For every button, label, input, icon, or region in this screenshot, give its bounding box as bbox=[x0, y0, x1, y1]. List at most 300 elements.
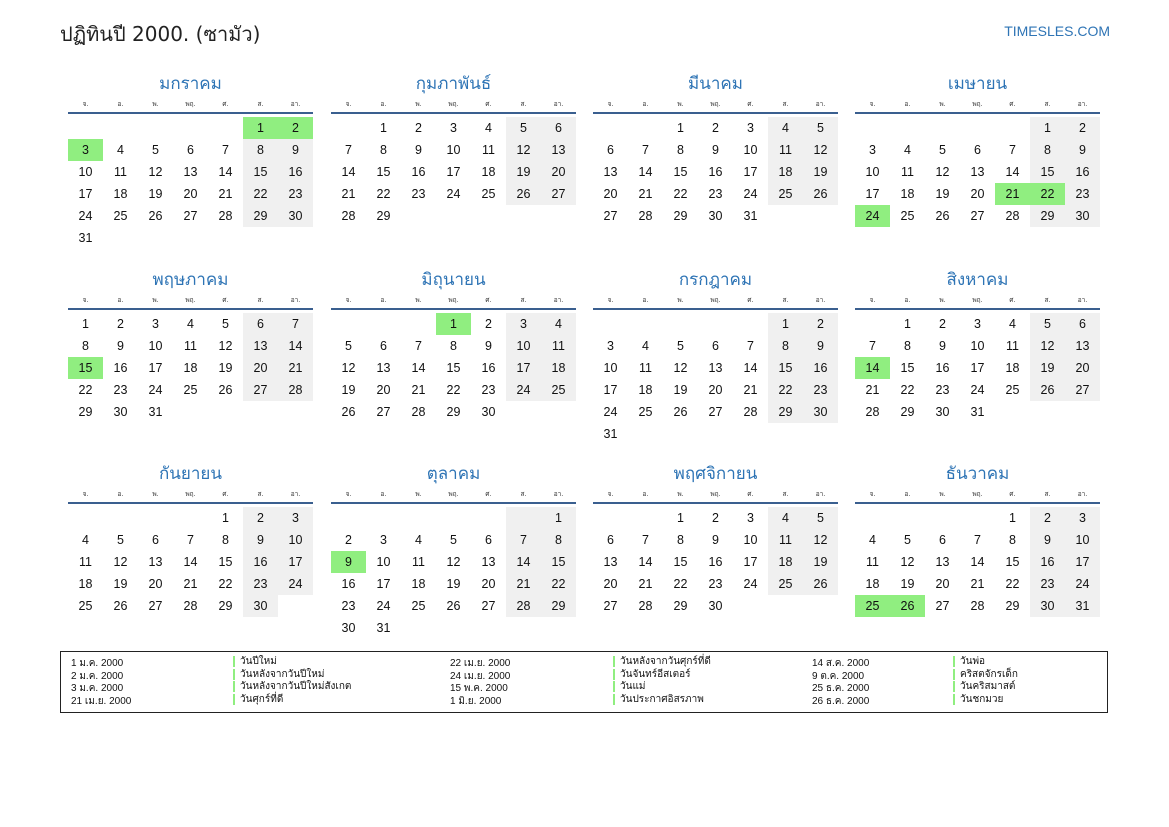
weekday-label: ศ. bbox=[1009, 490, 1016, 498]
legend-date: 1 มิ.ย. 2000 bbox=[450, 695, 502, 707]
weekday-label: อา. bbox=[815, 490, 826, 498]
day-cell: 23 bbox=[341, 599, 356, 613]
day-cell: 20 bbox=[935, 577, 950, 591]
day-cell: 30 bbox=[341, 621, 356, 635]
day-cell: 31 bbox=[78, 231, 93, 245]
day-cell: 6 bbox=[974, 143, 981, 157]
day-cell: 22 bbox=[673, 577, 688, 591]
weekday-label: อ. bbox=[642, 100, 649, 108]
empty-day-cell bbox=[733, 595, 768, 617]
empty-day-cell bbox=[803, 595, 838, 617]
day-cell: 18 bbox=[900, 187, 915, 201]
day-cell: 12 bbox=[803, 529, 838, 551]
empty-day-cell bbox=[208, 227, 243, 249]
weekday-label: พฤ. bbox=[448, 490, 459, 498]
week-row bbox=[68, 205, 313, 227]
day-cell: 14 bbox=[341, 165, 356, 179]
weekday-label: อา. bbox=[290, 490, 301, 498]
day-cell: 26 bbox=[1030, 379, 1065, 401]
day-cell: 21 bbox=[970, 577, 985, 591]
day-cell: 8 bbox=[243, 139, 278, 161]
day-cell: 18 bbox=[481, 165, 496, 179]
month-title: พฤษภาคม bbox=[152, 270, 229, 290]
week-row bbox=[593, 423, 838, 445]
day-cell: 16 bbox=[113, 361, 128, 375]
weekday-label: จ. bbox=[869, 490, 876, 498]
day-cell: 20 bbox=[970, 187, 985, 201]
month-calendar bbox=[855, 460, 1100, 617]
weekday-label: ส. bbox=[520, 490, 527, 498]
day-cell: 6 bbox=[380, 339, 387, 353]
day-cell: 13 bbox=[970, 165, 985, 179]
month-title: ตุลาคม bbox=[426, 464, 481, 484]
empty-day-cell bbox=[925, 507, 960, 529]
day-cell: 15 bbox=[541, 551, 576, 573]
week-row bbox=[593, 357, 838, 379]
day-cell: 28 bbox=[218, 209, 233, 223]
day-cell: 18 bbox=[638, 383, 653, 397]
week-row bbox=[68, 529, 313, 551]
weekday-label: อา. bbox=[290, 100, 301, 108]
day-cell: 27 bbox=[1065, 379, 1100, 401]
legend-holiday-name: วันคริสมาสต์ bbox=[953, 681, 1015, 692]
legend-date: 2 ม.ค. 2000 bbox=[71, 670, 124, 682]
day-cell: 18 bbox=[768, 161, 803, 183]
day-cell: 3 bbox=[380, 533, 387, 547]
day-cell: 3 bbox=[1065, 507, 1100, 529]
weekday-label: อ. bbox=[642, 296, 649, 304]
day-cell: 27 bbox=[708, 405, 723, 419]
empty-day-cell bbox=[593, 507, 628, 529]
day-cell: 1 bbox=[82, 317, 89, 331]
day-cell: 15 bbox=[1005, 555, 1020, 569]
day-cell: 19 bbox=[446, 577, 461, 591]
day-cell: 17 bbox=[278, 551, 313, 573]
empty-day-cell bbox=[208, 117, 243, 139]
day-cell: 26 bbox=[803, 183, 838, 205]
week-row bbox=[331, 507, 576, 529]
day-cell: 25 bbox=[855, 595, 890, 617]
weekday-label: พฤ. bbox=[185, 490, 196, 498]
day-cell: 12 bbox=[218, 339, 233, 353]
empty-day-cell bbox=[628, 507, 663, 529]
legend-holiday-name: วันหลังจากวันศุกร์ที่ดี bbox=[613, 656, 711, 667]
weekday-label: ส. bbox=[257, 490, 264, 498]
weekday-label: อา. bbox=[553, 490, 564, 498]
empty-day-cell bbox=[471, 617, 506, 639]
day-cell: 10 bbox=[78, 165, 93, 179]
day-cell: 14 bbox=[183, 555, 198, 569]
day-cell: 17 bbox=[148, 361, 163, 375]
empty-day-cell bbox=[103, 227, 138, 249]
empty-day-cell bbox=[768, 423, 803, 445]
day-cell: 1 bbox=[904, 317, 911, 331]
day-cell: 29 bbox=[376, 209, 391, 223]
week-row bbox=[593, 573, 838, 595]
day-cell: 23 bbox=[708, 187, 723, 201]
day-cell: 30 bbox=[481, 405, 496, 419]
day-cell: 5 bbox=[677, 339, 684, 353]
page-title: ปฏิทินปี 2000. (ซามัว) bbox=[60, 22, 261, 46]
week-row bbox=[593, 161, 838, 183]
day-cell: 4 bbox=[187, 317, 194, 331]
day-cell: 12 bbox=[113, 555, 128, 569]
empty-day-cell bbox=[960, 117, 995, 139]
day-cell: 16 bbox=[1030, 551, 1065, 573]
day-cell: 17 bbox=[970, 361, 985, 375]
weekday-label: อ. bbox=[117, 296, 124, 304]
month-calendar bbox=[331, 70, 576, 227]
empty-day-cell bbox=[208, 401, 243, 423]
empty-day-cell bbox=[173, 227, 208, 249]
weekday-label: ส. bbox=[520, 100, 527, 108]
empty-day-cell bbox=[960, 507, 995, 529]
day-cell: 13 bbox=[603, 165, 618, 179]
day-cell: 28 bbox=[865, 405, 880, 419]
day-cell: 3 bbox=[506, 313, 541, 335]
day-cell: 7 bbox=[187, 533, 194, 547]
day-cell: 21 bbox=[995, 183, 1030, 205]
day-cell: 21 bbox=[506, 573, 541, 595]
day-cell: 1 bbox=[436, 313, 471, 335]
day-cell: 19 bbox=[900, 577, 915, 591]
day-cell: 14 bbox=[743, 361, 758, 375]
day-cell: 6 bbox=[243, 313, 278, 335]
empty-day-cell bbox=[366, 313, 401, 335]
day-cell: 11 bbox=[866, 555, 879, 569]
empty-day-cell bbox=[278, 227, 313, 249]
day-cell: 22 bbox=[376, 187, 391, 201]
day-cell: 10 bbox=[743, 533, 758, 547]
day-cell: 10 bbox=[743, 143, 758, 157]
empty-day-cell bbox=[138, 117, 173, 139]
week-row bbox=[855, 205, 1100, 227]
day-cell: 25 bbox=[78, 599, 93, 613]
day-cell: 30 bbox=[278, 205, 313, 227]
empty-day-cell bbox=[593, 313, 628, 335]
day-cell: 17 bbox=[506, 357, 541, 379]
day-cell: 12 bbox=[506, 139, 541, 161]
legend-holiday-name: วันชกมวย bbox=[953, 694, 1003, 705]
day-cell: 7 bbox=[747, 339, 754, 353]
day-cell: 24 bbox=[855, 205, 890, 227]
day-cell: 13 bbox=[376, 361, 391, 375]
weekday-label: พฤ. bbox=[710, 490, 721, 498]
weekday-header bbox=[331, 98, 576, 114]
day-cell: 5 bbox=[117, 533, 124, 547]
day-cell: 25 bbox=[183, 383, 198, 397]
day-cell: 29 bbox=[768, 401, 803, 423]
day-cell: 7 bbox=[506, 529, 541, 551]
day-cell: 26 bbox=[446, 599, 461, 613]
weekday-label: อ. bbox=[904, 100, 911, 108]
week-row bbox=[855, 183, 1100, 205]
day-cell: 9 bbox=[1030, 529, 1065, 551]
week-row bbox=[331, 313, 576, 335]
weekday-header bbox=[593, 98, 838, 114]
day-cell: 9 bbox=[415, 143, 422, 157]
empty-day-cell bbox=[278, 401, 313, 423]
day-cell: 29 bbox=[243, 205, 278, 227]
day-cell: 9 bbox=[278, 139, 313, 161]
day-cell: 30 bbox=[708, 599, 723, 613]
week-row bbox=[593, 401, 838, 423]
day-cell: 21 bbox=[743, 383, 758, 397]
week-row bbox=[331, 551, 576, 573]
day-cell: 2 bbox=[712, 511, 719, 525]
month-calendar bbox=[593, 460, 838, 617]
day-cell: 20 bbox=[243, 357, 278, 379]
day-cell: 7 bbox=[1009, 143, 1016, 157]
day-cell: 9 bbox=[331, 551, 366, 573]
weekday-label: พ. bbox=[415, 100, 422, 108]
week-row bbox=[68, 335, 313, 357]
weekday-header bbox=[331, 488, 576, 504]
day-cell: 13 bbox=[183, 165, 198, 179]
day-cell: 15 bbox=[218, 555, 233, 569]
empty-day-cell bbox=[628, 423, 663, 445]
weekday-label: อา. bbox=[553, 296, 564, 304]
weekday-label: อ. bbox=[380, 490, 387, 498]
empty-day-cell bbox=[436, 507, 471, 529]
day-cell: 23 bbox=[708, 577, 723, 591]
day-cell: 8 bbox=[82, 339, 89, 353]
legend-holiday-name: คริสตจักรเด็ก bbox=[953, 669, 1018, 680]
day-cell: 22 bbox=[900, 383, 915, 397]
day-cell: 22 bbox=[218, 577, 233, 591]
day-cell: 16 bbox=[803, 357, 838, 379]
week-row bbox=[68, 183, 313, 205]
day-cell: 6 bbox=[485, 533, 492, 547]
day-cell: 22 bbox=[673, 187, 688, 201]
day-cell: 27 bbox=[376, 405, 391, 419]
day-cell: 27 bbox=[183, 209, 198, 223]
day-cell: 5 bbox=[506, 117, 541, 139]
day-cell: 24 bbox=[148, 383, 163, 397]
site-link[interactable]: TIMESLES.COM bbox=[1004, 23, 1110, 39]
day-cell: 20 bbox=[541, 161, 576, 183]
day-cell: 13 bbox=[708, 361, 723, 375]
day-cell: 28 bbox=[743, 405, 758, 419]
day-cell: 7 bbox=[278, 313, 313, 335]
legend-holiday-name: วันจันทร์อีสเตอร์ bbox=[613, 669, 691, 680]
empty-day-cell bbox=[471, 507, 506, 529]
weekday-label: จ. bbox=[345, 296, 352, 304]
empty-day-cell bbox=[401, 205, 436, 227]
day-cell: 31 bbox=[603, 427, 618, 441]
day-cell: 19 bbox=[803, 161, 838, 183]
day-cell: 3 bbox=[747, 511, 754, 525]
empty-day-cell bbox=[541, 617, 576, 639]
day-cell: 9 bbox=[803, 335, 838, 357]
day-cell: 23 bbox=[243, 573, 278, 595]
empty-day-cell bbox=[243, 227, 278, 249]
weekday-label: จ. bbox=[82, 296, 89, 304]
day-cell: 6 bbox=[1065, 313, 1100, 335]
legend-date: 15 พ.ค. 2000 bbox=[450, 683, 508, 694]
day-cell: 1 bbox=[380, 121, 387, 135]
day-cell: 29 bbox=[541, 595, 576, 617]
day-cell: 17 bbox=[376, 577, 391, 591]
day-cell: 13 bbox=[1065, 335, 1100, 357]
day-cell: 16 bbox=[935, 361, 950, 375]
day-cell: 11 bbox=[184, 339, 197, 353]
day-cell: 3 bbox=[747, 121, 754, 135]
day-cell: 13 bbox=[935, 555, 950, 569]
day-cell: 13 bbox=[481, 555, 496, 569]
weekday-label: อา. bbox=[815, 296, 826, 304]
day-cell: 22 bbox=[1005, 577, 1020, 591]
day-cell: 29 bbox=[1030, 205, 1065, 227]
weekday-label: พฤ. bbox=[710, 296, 721, 304]
day-cell: 19 bbox=[148, 187, 163, 201]
week-row bbox=[593, 335, 838, 357]
month-calendar bbox=[855, 266, 1100, 423]
weekday-header bbox=[331, 294, 576, 310]
day-cell: 18 bbox=[541, 357, 576, 379]
day-cell: 28 bbox=[341, 209, 356, 223]
day-cell: 22 bbox=[541, 573, 576, 595]
day-cell: 2 bbox=[712, 121, 719, 135]
weekday-label: ศ. bbox=[485, 490, 492, 498]
empty-day-cell bbox=[278, 595, 313, 617]
weekday-header bbox=[855, 488, 1100, 504]
day-cell: 2 bbox=[939, 317, 946, 331]
legend-date: 9 ต.ค. 2000 bbox=[812, 670, 865, 682]
weekday-label: ส. bbox=[1044, 296, 1051, 304]
day-cell: 16 bbox=[341, 577, 356, 591]
legend-holiday-name: วันหลังจากวันปีใหม่สังเกต bbox=[233, 681, 351, 692]
weekday-label: พฤ. bbox=[710, 100, 721, 108]
weekday-label: อ. bbox=[380, 100, 387, 108]
weekday-label: อา. bbox=[815, 100, 826, 108]
weekday-label: พ. bbox=[152, 296, 159, 304]
week-row bbox=[855, 117, 1100, 139]
day-cell: 19 bbox=[1030, 357, 1065, 379]
day-cell: 25 bbox=[113, 209, 128, 223]
legend-date: 25 ธ.ค. 2000 bbox=[812, 683, 870, 694]
day-cell: 1 bbox=[243, 117, 278, 139]
day-cell: 4 bbox=[768, 507, 803, 529]
day-cell: 18 bbox=[113, 187, 128, 201]
empty-day-cell bbox=[173, 401, 208, 423]
day-cell: 31 bbox=[743, 209, 758, 223]
day-cell: 9 bbox=[939, 339, 946, 353]
day-cell: 27 bbox=[148, 599, 163, 613]
weekday-label: จ. bbox=[607, 490, 614, 498]
day-cell: 10 bbox=[970, 339, 985, 353]
day-cell: 16 bbox=[481, 361, 496, 375]
day-cell: 11 bbox=[412, 555, 425, 569]
week-row bbox=[593, 117, 838, 139]
day-cell: 9 bbox=[485, 339, 492, 353]
day-cell: 9 bbox=[117, 339, 124, 353]
day-cell: 25 bbox=[1005, 383, 1020, 397]
day-cell: 4 bbox=[904, 143, 911, 157]
weekday-label: พฤ. bbox=[972, 296, 983, 304]
empty-day-cell bbox=[855, 313, 890, 335]
week-row bbox=[593, 507, 838, 529]
week-row bbox=[331, 573, 576, 595]
day-cell: 22 bbox=[1030, 183, 1065, 205]
day-cell: 30 bbox=[1065, 205, 1100, 227]
day-cell: 27 bbox=[541, 183, 576, 205]
day-cell: 10 bbox=[865, 165, 880, 179]
day-cell: 23 bbox=[481, 383, 496, 397]
empty-day-cell bbox=[593, 117, 628, 139]
day-cell: 15 bbox=[768, 357, 803, 379]
legend-date: 22 เม.ย. 2000 bbox=[450, 658, 511, 669]
week-row bbox=[68, 161, 313, 183]
empty-day-cell bbox=[768, 595, 803, 617]
week-row bbox=[855, 529, 1100, 551]
day-cell: 2 bbox=[345, 533, 352, 547]
day-cell: 1 bbox=[677, 121, 684, 135]
day-cell: 7 bbox=[642, 143, 649, 157]
empty-day-cell bbox=[471, 205, 506, 227]
day-cell: 11 bbox=[79, 555, 92, 569]
month-title: สิงหาคม bbox=[946, 270, 1009, 290]
day-cell: 15 bbox=[376, 165, 391, 179]
day-cell: 8 bbox=[768, 335, 803, 357]
weekday-header bbox=[593, 294, 838, 310]
day-cell: 18 bbox=[183, 361, 198, 375]
day-cell: 8 bbox=[677, 143, 684, 157]
week-row bbox=[331, 529, 576, 551]
empty-day-cell bbox=[506, 401, 541, 423]
empty-day-cell bbox=[436, 205, 471, 227]
day-cell: 19 bbox=[113, 577, 128, 591]
day-cell: 16 bbox=[278, 161, 313, 183]
day-cell: 2 bbox=[803, 313, 838, 335]
legend-date: 1 ม.ค. 2000 bbox=[71, 658, 124, 669]
day-cell: 8 bbox=[450, 339, 457, 353]
day-cell: 18 bbox=[768, 551, 803, 573]
day-cell: 5 bbox=[345, 339, 352, 353]
day-cell: 24 bbox=[446, 187, 461, 201]
day-cell: 5 bbox=[803, 507, 838, 529]
week-row bbox=[855, 595, 1100, 617]
day-cell: 10 bbox=[278, 529, 313, 551]
day-cell: 15 bbox=[900, 361, 915, 375]
day-cell: 17 bbox=[78, 187, 93, 201]
day-cell: 28 bbox=[278, 379, 313, 401]
day-cell: 26 bbox=[218, 383, 233, 397]
day-cell: 3 bbox=[450, 121, 457, 135]
month-calendar bbox=[593, 266, 838, 445]
weekday-header bbox=[593, 488, 838, 504]
weekday-label: พ. bbox=[415, 490, 422, 498]
weekday-label: ส. bbox=[1044, 100, 1051, 108]
week-row bbox=[331, 357, 576, 379]
empty-day-cell bbox=[506, 617, 541, 639]
day-cell: 1 bbox=[222, 511, 229, 525]
day-cell: 10 bbox=[603, 361, 618, 375]
week-row bbox=[331, 205, 576, 227]
day-cell: 19 bbox=[673, 383, 688, 397]
day-cell: 5 bbox=[450, 533, 457, 547]
week-row bbox=[855, 507, 1100, 529]
day-cell: 3 bbox=[152, 317, 159, 331]
day-cell: 14 bbox=[411, 361, 426, 375]
empty-day-cell bbox=[663, 313, 698, 335]
empty-day-cell bbox=[890, 507, 925, 529]
day-cell: 10 bbox=[1065, 529, 1100, 551]
day-cell: 21 bbox=[218, 187, 233, 201]
weekday-header bbox=[855, 98, 1100, 114]
day-cell: 22 bbox=[78, 383, 93, 397]
weekday-label: อา. bbox=[1077, 296, 1088, 304]
